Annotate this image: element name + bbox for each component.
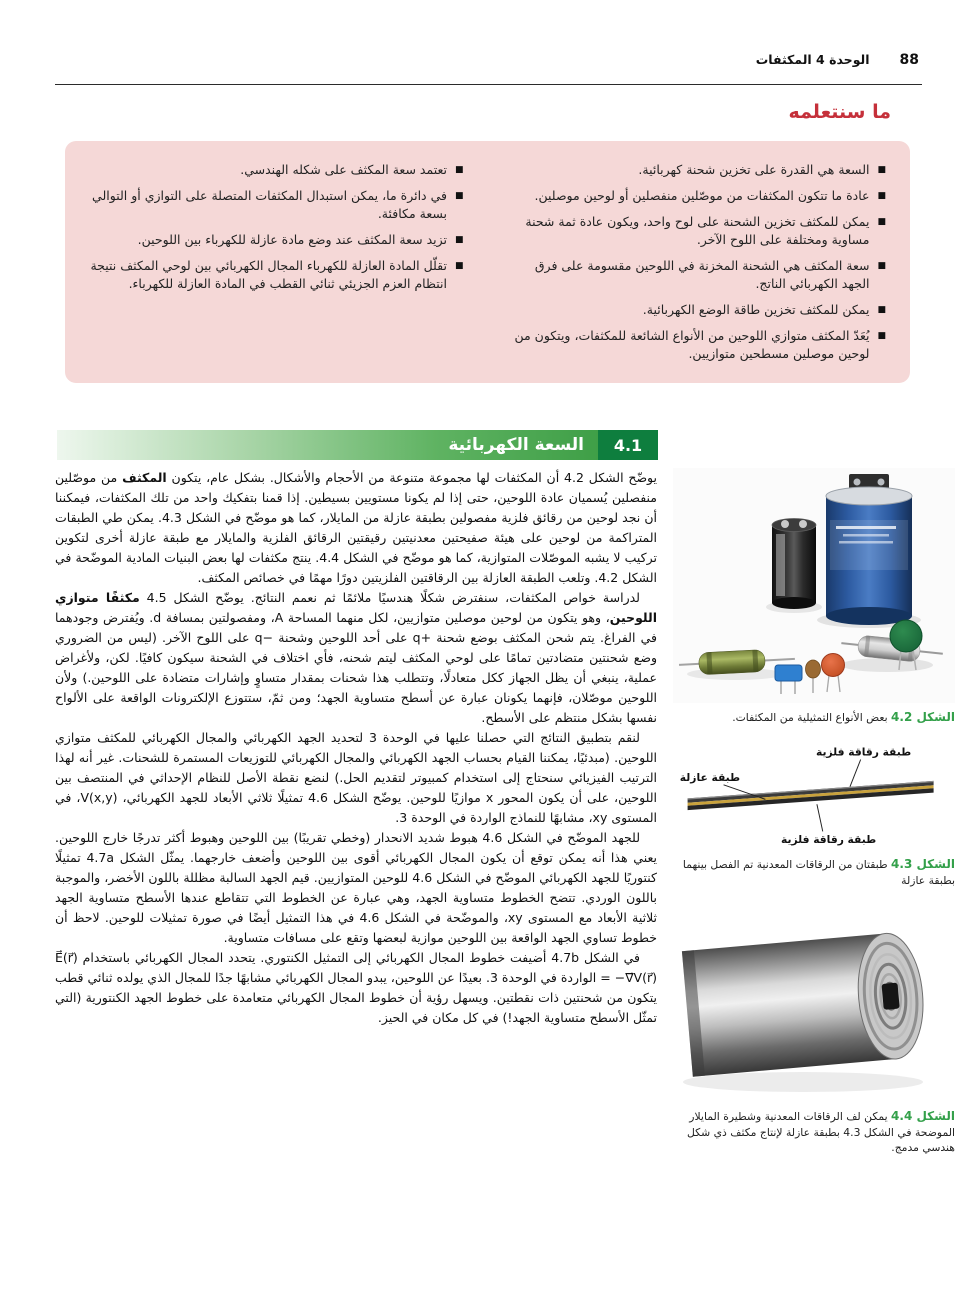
- figure-caption-text: بعض الأنواع التمثيلية من المكثفات.: [732, 711, 888, 724]
- square-bullet-icon: ■: [454, 165, 464, 175]
- paragraph-3: لنقم بتطبيق النتائج التي حصلنا عليها في الوحدة 3 لتحديد الجهد الكهربائي والمجال الكهربائي للمكثف متوازي اللوحين. (مبدئيًا، يمكننا القيام بحساب الجهد الكهربائي والمجال الكهربائي للتوزيعات المستمرة للشحنات. غير أنه لهذا الترتيب الفيزيائي سنحتاج إلى استخدام كمبيوتر لتقديم الحل.) لنضع نقطة الأصل للنظام الإحداثي في المنتصف بين اللوحين، على أن يكون المحور x موازيًا للوحين. يوضّح الشكل 4.6 تمثيلًا ثلاثي الأبعاد للجهد الكهربائي، V(x,y)، في المستوى xy، مشابهًا للنماذج الواردة في الوحدة 3.: [55, 730, 657, 825]
- list-item: [512, 161, 887, 179]
- square-bullet-icon: ■: [454, 235, 464, 245]
- learn-item-text: يُعَدّ المكثف متوازي اللوحين من الأنواع الشائعة للمكثفات، ويتكون من لوحين موصلين مسطحين متوازيين.: [514, 328, 870, 361]
- square-bullet-icon: ■: [877, 217, 886, 227]
- paragraph-text: يوضّح الشكل 4.2 أن المكثفات لها مجموعة متنوعة من الأحجام والأشكال. بشكل عام، يتكون: [166, 470, 657, 485]
- list-item: [89, 257, 464, 293]
- figure-4-4-caption: [673, 1109, 955, 1156]
- figure-column: [673, 468, 955, 1156]
- square-bullet-icon: ■: [877, 331, 886, 341]
- content-area: [55, 468, 955, 1156]
- figure-4-2: [673, 468, 955, 726]
- list-item: [512, 301, 887, 319]
- paragraph-5: في الشكل 4.7b أضيفت خطوط المجال الكهربائي إلى التمثيل الكنتوري. يتحدد المجال الكهربائي باستخدام E⃗(r⃗) = −∇⃗V(r⃗) الواردة في الوحدة 3. بعيدًا عن اللوحين، يبدو المجال الكهربائي مشابهًا جدًا للمجال الذي يولده ثنائي قطب يتكون من شحنتين ذات نقطتين. ويسهل رؤية أن خطوط المجال الكهربائي متعامدة على خطوط الجهد الكنتورية (التي تمثّل الأسطح متساوية الجهد!) في كل مكان في الحيز.: [55, 950, 657, 1025]
- figure-4-2-caption: [673, 710, 955, 726]
- running-head-unit: الوحدة 4 المكثفات: [755, 52, 870, 67]
- learn-item-text: عادة ما تتكون المكثفات من موصّلين منفصلين أو لوحين موصلين.: [534, 188, 870, 203]
- learn-item-text: تقلّل المادة العازلة للكهرباء المجال الكهربائي بين لوحي المكثف نتيجة انتظام العزم الجزيئي ثنائي القطب في المادة العازلة للكهرباء.: [90, 258, 447, 291]
- figure-caption-text: يمكن لف الرقاقات المعدنية وشطيرة المايلار الموضحة في الشكل 4.3 بطبقة عازلة لإنتاج مكثف ذي شكل هندسي مدمج.: [686, 1110, 955, 1155]
- foil-label-bottom: طبقة رقاقة فلزية: [780, 832, 877, 846]
- figure-label: الشكل 4.4: [891, 1109, 955, 1124]
- list-item: [512, 257, 887, 293]
- learn-box: [65, 141, 910, 383]
- paragraph-text: لدراسة خواص المكثفات، سنفترض شكلًا هندسيًا ملائمًا ثم نعمم النتائج. يوضّح الشكل 4.5: [139, 590, 640, 605]
- learn-col-left: [89, 161, 464, 363]
- section-title: السعة الكهربائية: [57, 430, 598, 460]
- learn-item-text: سعة المكثف هي الشحنة المخزنة في اللوحين مقسومة على فرق الجهد الكهربائي الناتج.: [534, 258, 870, 291]
- rolled-capacitor-illustration: [673, 904, 955, 1102]
- electrolytic-capacitor-black: [772, 519, 816, 610]
- rolled-cylinder: [682, 931, 928, 1077]
- square-bullet-icon: ■: [877, 191, 886, 201]
- figure-4-4: [673, 904, 955, 1156]
- body-text-column: [55, 468, 657, 1156]
- list-item: [89, 187, 464, 223]
- page-number: 88: [899, 52, 919, 68]
- learn-item-text: يمكن للمكثف تخزين طاقة الوضع الكهربائية.: [642, 302, 870, 317]
- learn-box-title: ما سنتعلمه: [788, 101, 891, 123]
- learn-item-text: تعتمد سعة المكثف على شكله الهندسي.: [240, 162, 447, 177]
- list-item: [89, 231, 464, 249]
- paragraph-4: للجهد الموضّح في الشكل 4.6 هبوط شديد الانحدار (وخطي تقريبًا) بين اللوحين وهبوط أكثر تدرجًا خارج اللوحين. يعني هذا أنه يمكن توقع أن يكون المجال الكهربائي أقوى بين اللوحين وأضعف خارجهما. يمثّل الشكل 4.7a تمثيلًا كنتوريًا للجهد الكهربائي الموضّح في الشكل 4.6 للوحين المتوازيين. قيم الجهد السالبة مظللة باللون الأخضر، والموجبة باللون الوردي. تتضح الخطوط متساوية الجهد، وهي عبارة عن الخطوط التي تتقاطع عندها الأسطح متساوية الجهد ثلاثية الأبعاد مع المستوى xy، والموضّحة في الشكل 4.6 في هذا التمثيل أيضًا في صورة تمثيلات للوحين. لاحظ أن خطوط تساوي الجهد الواقعة بين اللوحين موازية لبعضها وتقع على مسافات متساوية.: [55, 830, 658, 945]
- learn-item-text: في دائرة ما، يمكن استبدال المكثفات المتصلة على التوازي أو التوالي بسعة مكافئة.: [92, 188, 447, 221]
- learn-item-text: يمكن للمكثف تخزين الشحنة على لوح واحد، ويكون عادة ثمة شحنة مساوية ومختلفة على اللوح الآخر.: [525, 214, 870, 247]
- learn-col-right: [512, 161, 887, 363]
- figure-label: الشكل 4.2: [891, 710, 955, 724]
- key-term-parallel-plate: مكثفًا متوازي اللوحين: [55, 590, 657, 625]
- square-bullet-icon: ■: [877, 261, 886, 271]
- learn-item-text: تزيد سعة المكثف عند وضع مادة عازلة للكهرباء بين اللوحين.: [137, 232, 447, 247]
- paragraph-text: ، وهو يتكون من لوحين موصلين متوازيين، لكل منهما المساحة A، ومفصولتين بمسافة d. ويُفترض وجودهما في الفراغ. يتم شحن المكثف بوضع شحنة +q على أحد اللوحين وشحنة −q على اللوح الآخر. (ليس من الضروري وضع شحنتين متضادتين تمامًا على لوحي المكثف ليتم شحنه، فأي اختلاف في الشحنة سيكون كافيًا. لكن، ولأغراض عملية، ينبغي أن يظل الجهاز ككل متعادلًا، وتتطلب هذا شحنات بمقدار متساوٍ وإشارات متضادة على اللوحين.) ولأن اللوحين موصّلان، فإنهما يكونان عبارة عن أسطح متساوية الجهد؛ ومن ثمّ، ستتوزع الإلكترونات الواقعة على الألواح نفسها بشكل منتظم على الأسطح.: [55, 610, 658, 725]
- list-item: [89, 161, 464, 179]
- square-bullet-icon: ■: [877, 165, 886, 175]
- section-header: [57, 430, 658, 460]
- foil-label-top: طبقة رقاقة فلزية: [815, 745, 912, 759]
- paragraph-text: من موصّلين منفصلين يُسميان عادة اللوحين، حتى إذا لم يكونا مستويين بسيطين. إذا قمنا بتفكيك واحد من تلك المكثفات، فيمكننا أن نجد لوحين من رقائق فلزية مفصولين بطبقة عازلة من المايلار، كما هو موضّح في الشكل 4.3. يمكن طي الطبقات المتراكمة من لوحين على هيئة صفيحتين معدنيتين رقيقتين الرقائق الفلزية والمايلار مع طبقة عازلة أخرى لتكوين تركيب لا يشبه الموصّلات المتوازية، كما هو موضّح في الشكل 4.4. ينتج مكثفات لها بعض البنيات المادية الموضّحة في الشكل 4.2. وتلعب الطبقة العازلة بين الرقاقتين الفلزيتين دورًا مهمًا في خصائص المكثف.: [55, 470, 658, 585]
- page-header: [756, 52, 919, 68]
- figure-4-3-caption: [673, 857, 955, 888]
- figure-caption-text: طبقتان من الرقاقات المعدنية تم الفصل بينهما بطبقة عازلة: [682, 858, 955, 887]
- foil-layers-illustration: [673, 742, 955, 851]
- section-number: 4.1: [598, 430, 658, 460]
- key-term-capacitor: المكثف: [122, 470, 167, 485]
- list-item: [512, 213, 887, 249]
- paragraph-1: [55, 468, 657, 588]
- square-bullet-icon: ■: [454, 261, 464, 271]
- learn-item-text: السعة هي القدرة على تخزين شحنة كهربائية.: [638, 162, 870, 177]
- insulating-layer: [688, 785, 934, 805]
- foil-label-middle: طبقة عازلة: [679, 770, 741, 784]
- header-rule: [55, 84, 922, 85]
- paragraph-2: [55, 588, 657, 728]
- list-item: [512, 327, 887, 363]
- figure-4-3: [673, 742, 955, 889]
- square-bullet-icon: ■: [877, 305, 886, 315]
- electrolytic-capacitor-large-blue: [826, 474, 912, 625]
- capacitors-photo-illustration: [673, 468, 955, 703]
- list-item: [512, 187, 887, 205]
- square-bullet-icon: ■: [454, 191, 464, 201]
- figure-label: الشكل 4.3: [891, 857, 955, 872]
